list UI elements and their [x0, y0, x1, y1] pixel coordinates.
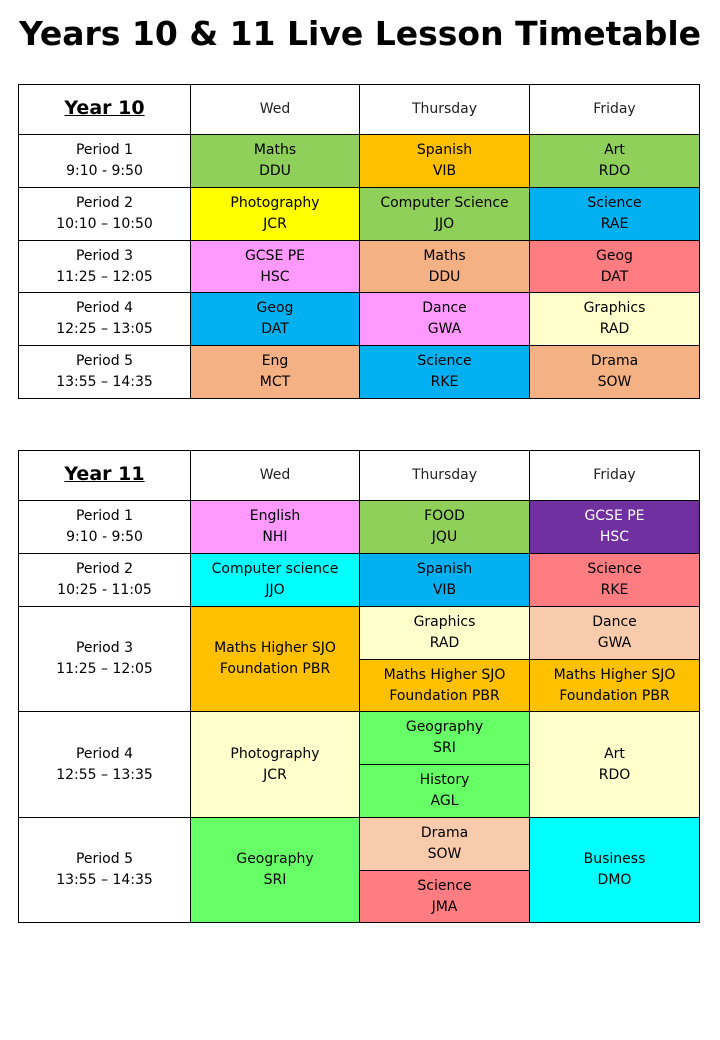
- lesson-cell: Art RDO: [530, 712, 700, 818]
- year11-day-friday: Friday: [530, 451, 700, 501]
- lesson-cell: Science RAE: [530, 188, 700, 241]
- year11-period-row: [19, 712, 700, 765]
- year11-heading: Year 11: [19, 451, 191, 501]
- lesson-cell: Geography SRI: [360, 712, 530, 765]
- lesson-cell: Spanish VIB: [360, 554, 530, 607]
- lesson-cell: Drama SOW: [360, 818, 530, 871]
- lesson-cell: Spanish VIB: [360, 135, 530, 188]
- year11-period-row: [19, 501, 700, 554]
- lesson-cell: Science RKE: [360, 346, 530, 399]
- year10-day-friday: Friday: [530, 85, 700, 135]
- lesson-cell: Dance GWA: [530, 607, 700, 660]
- lesson-cell: Dance GWA: [360, 293, 530, 346]
- year11-day-thursday: Thursday: [360, 451, 530, 501]
- lesson-cell: Science JMA: [360, 871, 530, 923]
- year11-timetable: [18, 450, 700, 923]
- year10-period-row: [19, 135, 700, 188]
- lesson-cell: Graphics RAD: [360, 607, 530, 660]
- period-label: Period 4 12:25 – 13:05: [19, 293, 191, 346]
- lesson-cell: Photography JCR: [191, 712, 360, 818]
- period-label: Period 5 13:55 – 14:35: [19, 346, 191, 399]
- lesson-cell: GCSE PE HSC: [530, 501, 700, 554]
- lesson-cell: Photography JCR: [191, 188, 360, 241]
- period-label: Period 3 11:25 – 12:05: [19, 241, 191, 293]
- year10-header-row: [19, 85, 700, 135]
- lesson-cell: Science RKE: [530, 554, 700, 607]
- lesson-cell: History AGL: [360, 765, 530, 818]
- lesson-cell: Computer science JJO: [191, 554, 360, 607]
- lesson-cell: Geog DAT: [191, 293, 360, 346]
- year11-period-row: [19, 607, 700, 660]
- page-title: Years 10 & 11 Live Lesson Timetable: [18, 14, 702, 53]
- lesson-cell: Maths DDU: [360, 241, 530, 293]
- lesson-cell: Geog DAT: [530, 241, 700, 293]
- year11-day-wed: Wed: [191, 451, 360, 501]
- lesson-cell: Graphics RAD: [530, 293, 700, 346]
- lesson-cell: English NHI: [191, 501, 360, 554]
- year11-header-row: [19, 451, 700, 501]
- lesson-cell: Maths Higher SJO Foundation PBR: [530, 660, 700, 712]
- period-label: Period 1 9:10 - 9:50: [19, 135, 191, 188]
- period-label: Period 2 10:25 - 11:05: [19, 554, 191, 607]
- year11-period-row: [19, 818, 700, 871]
- year11-period-row: [19, 554, 700, 607]
- year10-day-thursday: Thursday: [360, 85, 530, 135]
- lesson-cell: Art RDO: [530, 135, 700, 188]
- lesson-cell: Maths Higher SJO Foundation PBR: [360, 660, 530, 712]
- period-label: Period 1 9:10 - 9:50: [19, 501, 191, 554]
- year10-period-row: [19, 241, 700, 293]
- period-label: Period 3 11:25 – 12:05: [19, 607, 191, 712]
- lesson-cell: Drama SOW: [530, 346, 700, 399]
- year10-period-row: [19, 346, 700, 399]
- lesson-cell: Computer Science JJO: [360, 188, 530, 241]
- lesson-cell: GCSE PE HSC: [191, 241, 360, 293]
- lesson-cell: FOOD JQU: [360, 501, 530, 554]
- year10-period-row: [19, 293, 700, 346]
- lesson-cell: Eng MCT: [191, 346, 360, 399]
- year10-heading: Year 10: [19, 85, 191, 135]
- period-label: Period 5 13:55 – 14:35: [19, 818, 191, 923]
- year10-day-wed: Wed: [191, 85, 360, 135]
- lesson-cell: Maths DDU: [191, 135, 360, 188]
- period-label: Period 4 12:55 – 13:35: [19, 712, 191, 818]
- lesson-cell: Geography SRI: [191, 818, 360, 923]
- year10-timetable: [18, 84, 700, 399]
- lesson-cell: Business DMO: [530, 818, 700, 923]
- period-label: Period 2 10:10 – 10:50: [19, 188, 191, 241]
- year10-period-row: [19, 188, 700, 241]
- lesson-cell: Maths Higher SJO Foundation PBR: [191, 607, 360, 712]
